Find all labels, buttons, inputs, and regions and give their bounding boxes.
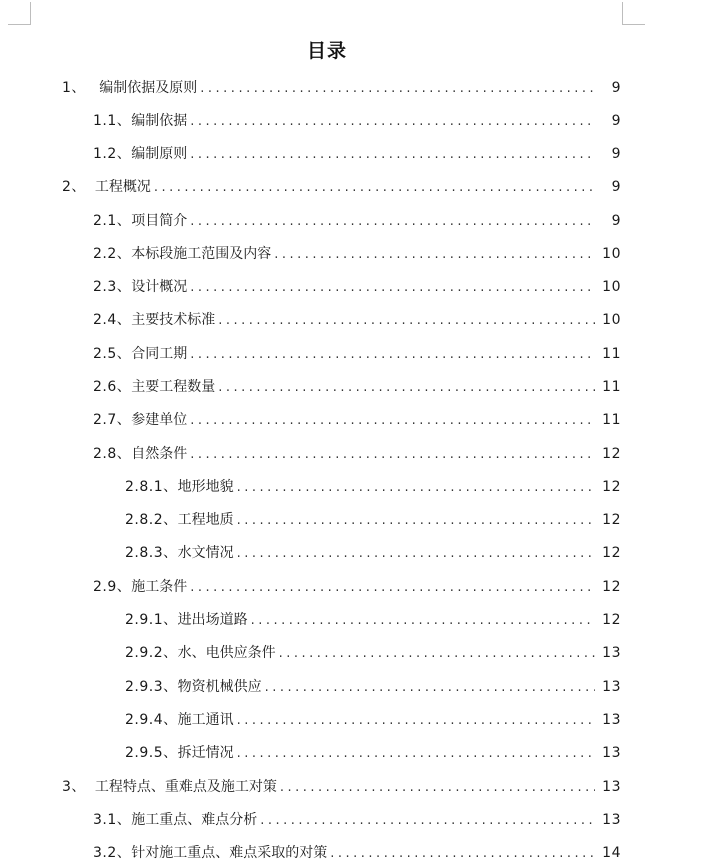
toc-entry-page: 10 <box>602 279 621 295</box>
toc-leader <box>237 477 595 499</box>
toc-entry-number: 2、 <box>62 179 86 195</box>
toc-entry-number: 1.2、 <box>93 146 132 162</box>
toc-entry-label: 工程地质 <box>177 512 234 528</box>
toc-leader <box>279 643 595 665</box>
toc-entry-number: 2.8.2、 <box>125 512 178 528</box>
toc-entry-number: 2.8、 <box>93 446 132 462</box>
toc-entry-number: 3.2、 <box>93 845 132 861</box>
toc-leader <box>190 410 595 432</box>
toc-entry[interactable] <box>125 609 621 631</box>
toc-entry-number: 2.9.5、 <box>125 745 178 761</box>
toc-leader <box>330 843 595 865</box>
toc-entry-label: 水文情况 <box>177 545 234 561</box>
toc-entry-label: 主要技术标准 <box>131 312 216 328</box>
toc-entry[interactable] <box>93 809 621 831</box>
toc-entry-number: 2.9、 <box>93 579 132 595</box>
toc-entry-page: 12 <box>602 512 621 528</box>
toc-entry[interactable] <box>125 676 621 698</box>
toc-entry[interactable] <box>93 376 621 398</box>
crop-mark-top-right <box>622 2 645 25</box>
toc-title: 目录 <box>306 40 347 62</box>
toc-leader <box>251 610 595 632</box>
toc-entry-page: 13 <box>602 712 621 728</box>
toc-entry[interactable] <box>125 742 621 764</box>
toc-entry-label: 地形地貌 <box>177 479 234 495</box>
toc-entry[interactable] <box>62 77 621 99</box>
toc-entry[interactable] <box>93 276 621 298</box>
toc-entry-page: 9 <box>611 213 621 229</box>
toc-entry-page: 14 <box>602 845 621 861</box>
toc-entry-number: 2.9.4、 <box>125 712 178 728</box>
toc-entry-number: 2.9.3、 <box>125 679 178 695</box>
toc-leader <box>237 543 595 565</box>
toc-entry-number: 2.6、 <box>93 379 132 395</box>
toc-entry-number: 2.9.1、 <box>125 612 178 628</box>
toc-entry-label: 参建单位 <box>131 412 188 428</box>
toc-entry-page: 12 <box>602 479 621 495</box>
toc-entry-label: 拆迁情况 <box>177 745 234 761</box>
toc-entry[interactable] <box>93 409 621 431</box>
toc-entry-label: 设计概况 <box>131 279 188 295</box>
toc-entry-page: 10 <box>602 246 621 262</box>
toc-entry-number: 1、 <box>62 80 86 96</box>
toc-entry[interactable] <box>93 143 621 165</box>
toc-entry[interactable] <box>125 509 621 531</box>
toc-entry-page: 11 <box>602 379 621 395</box>
toc-entry-page: 11 <box>602 346 621 362</box>
toc-entry-page: 9 <box>611 80 621 96</box>
toc-entry-page: 13 <box>602 812 621 828</box>
toc-entry[interactable] <box>125 642 621 664</box>
toc-leader <box>274 244 595 266</box>
toc-entry-label: 项目简介 <box>131 213 188 229</box>
toc-entry[interactable] <box>93 210 621 232</box>
toc-entry-number: 2.5、 <box>93 346 132 362</box>
toc-leader <box>280 777 595 799</box>
crop-mark-top-left <box>8 2 31 25</box>
toc-entry[interactable] <box>93 842 621 864</box>
toc-leader <box>190 111 595 133</box>
toc-entry-label: 物资机械供应 <box>177 679 262 695</box>
toc-leader <box>218 377 595 399</box>
toc-entry-number: 2.8.3、 <box>125 545 178 561</box>
toc-entry-label: 工程特点、重难点及施工对策 <box>94 779 277 795</box>
toc-entry[interactable] <box>62 176 621 198</box>
toc-entry-page: 13 <box>602 779 621 795</box>
toc-entry-label: 施工通讯 <box>177 712 234 728</box>
toc-entry-page: 10 <box>602 312 621 328</box>
toc-entry-label: 水、电供应条件 <box>177 645 276 661</box>
toc-leader <box>237 510 595 532</box>
toc-entry[interactable] <box>125 542 621 564</box>
toc-entry-label: 进出场道路 <box>177 612 248 628</box>
toc-entry-page: 12 <box>602 545 621 561</box>
toc-leader <box>190 144 595 166</box>
toc-entry[interactable] <box>93 576 621 598</box>
toc-entry-number: 2.4、 <box>93 312 132 328</box>
toc-entry[interactable] <box>62 776 621 798</box>
toc-leader <box>190 211 595 233</box>
toc-entry-label: 自然条件 <box>131 446 188 462</box>
toc-entry-number: 3、 <box>62 779 86 795</box>
toc-entry-number: 2.9.2、 <box>125 645 178 661</box>
toc-entry-page: 9 <box>611 146 621 162</box>
toc-entry-page: 12 <box>602 579 621 595</box>
toc-entry-label: 编制依据及原则 <box>99 80 198 96</box>
toc-entry-label: 主要工程数量 <box>131 379 216 395</box>
toc-entry-page: 12 <box>602 446 621 462</box>
toc-entry-number: 2.2、 <box>93 246 132 262</box>
toc-entry[interactable] <box>93 110 621 132</box>
toc-leader <box>237 743 595 765</box>
toc-entry[interactable] <box>93 343 621 365</box>
toc-entry-label: 工程概况 <box>94 179 151 195</box>
toc-entry-label: 施工条件 <box>131 579 188 595</box>
toc-entry-number: 3.1、 <box>93 812 132 828</box>
toc-entry-page: 9 <box>611 113 621 129</box>
toc-entry-page: 13 <box>602 745 621 761</box>
toc-entry-page: 13 <box>602 645 621 661</box>
toc-entry-page: 11 <box>602 412 621 428</box>
toc-entry-number: 2.3、 <box>93 279 132 295</box>
toc-entry-number: 2.8.1、 <box>125 479 178 495</box>
toc-entry-page: 13 <box>602 679 621 695</box>
toc-entry-number: 2.7、 <box>93 412 132 428</box>
toc-entry-label: 本标段施工范围及内容 <box>131 246 272 262</box>
toc-leader <box>190 277 595 299</box>
toc-entry-label: 合同工期 <box>131 346 188 362</box>
toc-entry[interactable] <box>93 243 621 265</box>
toc-entry-number: 1.1、 <box>93 113 132 129</box>
toc-entry[interactable] <box>93 443 621 465</box>
toc-leader <box>265 677 595 699</box>
toc-entry[interactable] <box>125 709 621 731</box>
toc-leader <box>218 310 595 332</box>
toc-entry[interactable] <box>93 309 621 331</box>
toc-entry-page: 12 <box>602 612 621 628</box>
toc-entry-label: 针对施工重点、难点采取的对策 <box>131 845 328 861</box>
toc-entry-label: 编制依据 <box>131 113 188 129</box>
toc-leader <box>260 810 595 832</box>
toc-leader <box>190 344 595 366</box>
toc-entry[interactable] <box>125 476 621 498</box>
toc-entry-label: 编制原则 <box>131 146 188 162</box>
toc-leader <box>154 177 595 199</box>
toc-entry-label: 施工重点、难点分析 <box>131 812 258 828</box>
toc-leader <box>237 710 595 732</box>
toc-entry-page: 9 <box>611 179 621 195</box>
toc-leader <box>190 577 595 599</box>
toc-leader <box>190 444 595 466</box>
toc-leader <box>200 78 595 100</box>
toc-entry-number: 2.1、 <box>93 213 132 229</box>
